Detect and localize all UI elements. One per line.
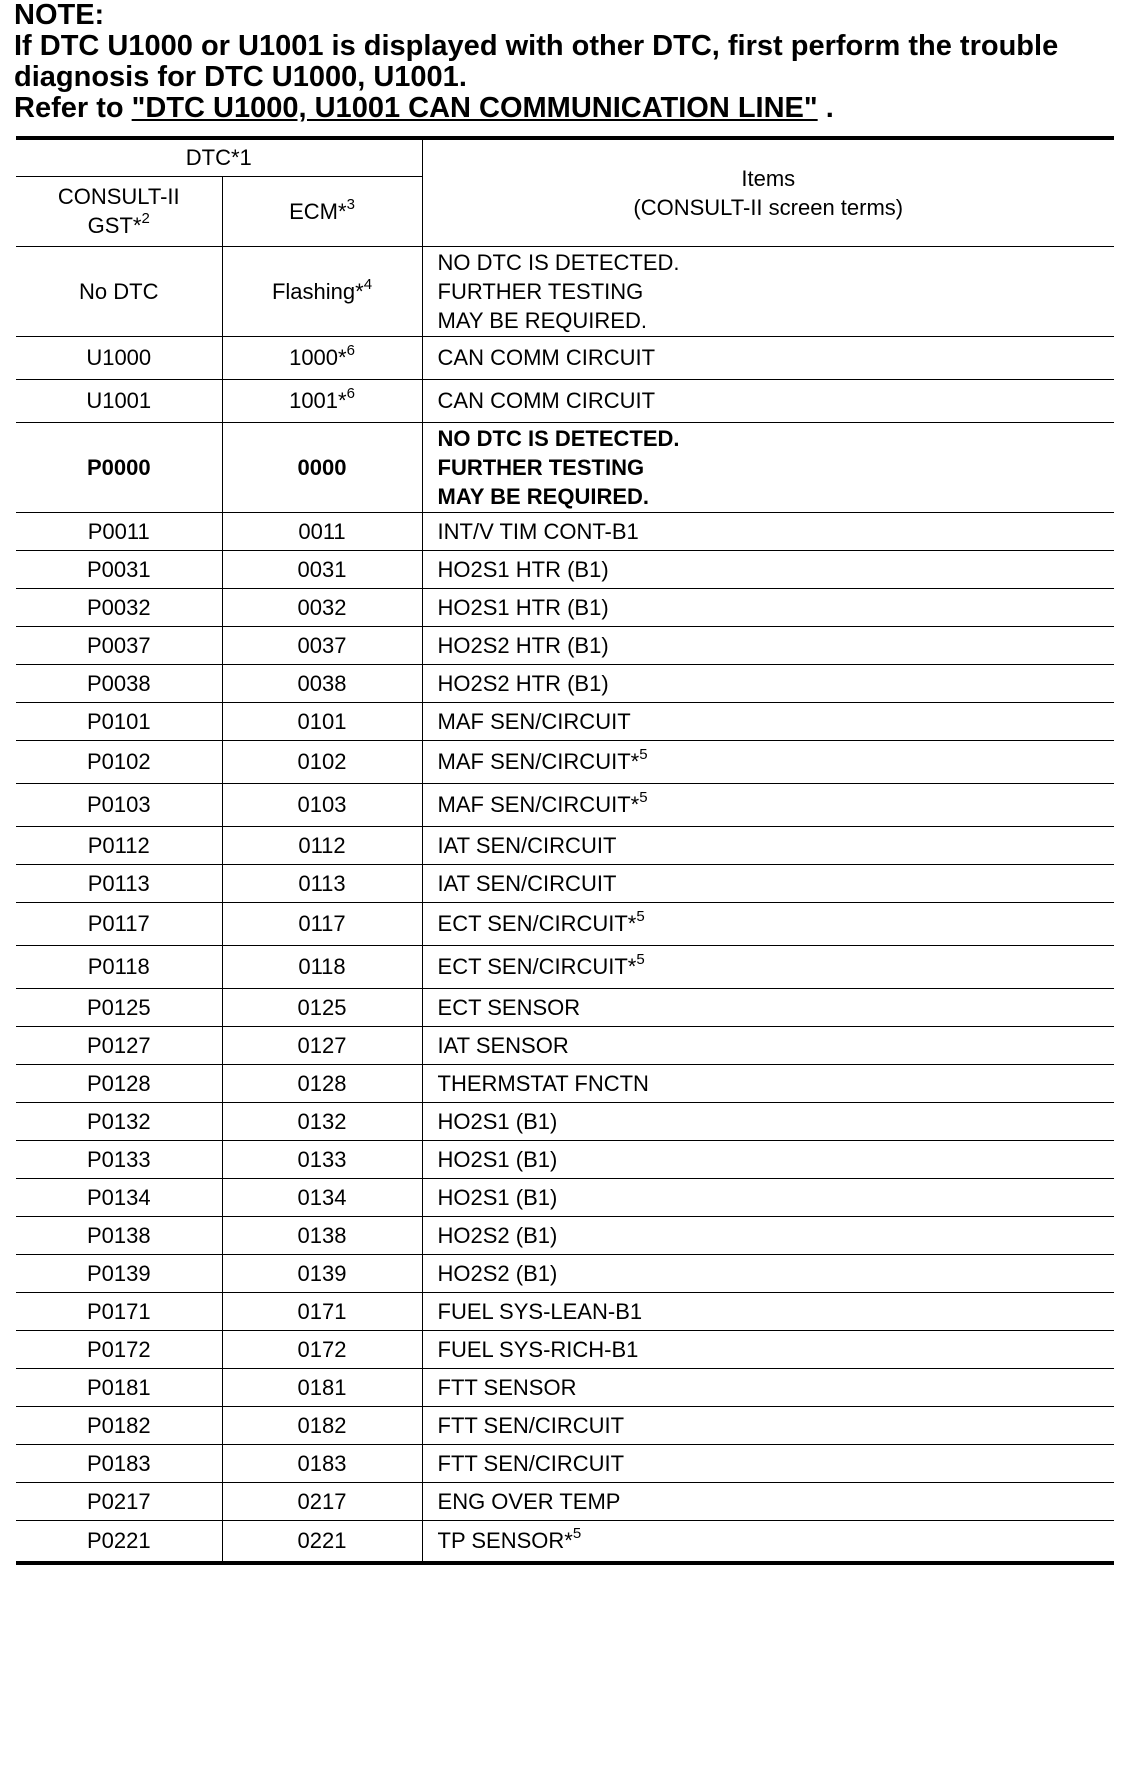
ecm-code-text: 0128 xyxy=(297,1070,347,1096)
item-text: MAF SEN/CIRCUIT* xyxy=(437,749,640,774)
ecm-code-text: 0134 xyxy=(297,1184,347,1210)
items-header-line1: Items xyxy=(741,165,796,191)
ecm-code-text: 0118 xyxy=(298,954,346,979)
item-text: FTT SEN/CIRCUIT xyxy=(437,1450,625,1476)
item-screen-term xyxy=(422,626,1114,664)
consult-gst-header xyxy=(16,176,222,246)
item-screen-term xyxy=(422,702,1114,740)
item-line xyxy=(438,1145,1115,1174)
item-text: IAT SENSOR xyxy=(437,1032,569,1058)
item-line xyxy=(438,952,1115,981)
item-screen-term xyxy=(422,1368,1114,1406)
ecm-code xyxy=(222,1140,422,1178)
table-row xyxy=(16,1026,1114,1064)
ecm-code xyxy=(222,902,422,945)
ecm-header xyxy=(222,176,422,246)
item-screen-term xyxy=(422,336,1114,379)
item-text: HO2S2 (B1) xyxy=(437,1222,558,1248)
ecm-code-text: 0032 xyxy=(297,594,347,620)
ecm-code xyxy=(222,626,422,664)
item-line xyxy=(438,1411,1115,1440)
item-text: FURTHER TESTING xyxy=(437,278,644,304)
ecm-footnote-marker: 6 xyxy=(346,342,355,359)
item-line xyxy=(438,277,1115,306)
dtc-header: DTC*1 xyxy=(16,138,422,176)
table-row xyxy=(16,1482,1114,1520)
ecm-code-text: 0011 xyxy=(298,518,346,544)
refer-prefix: Refer to xyxy=(14,92,132,124)
ecm-code xyxy=(222,550,422,588)
item-text: ENG OVER TEMP xyxy=(437,1488,621,1514)
consult-gst-code: P0117 xyxy=(16,902,222,945)
table-row xyxy=(16,664,1114,702)
can-communication-line-link[interactable]: "DTC U1000, U1001 CAN COMMUNICATION LINE" xyxy=(131,92,818,124)
item-line xyxy=(438,1297,1115,1326)
consult-gst-code: P0128 xyxy=(16,1064,222,1102)
gst-header-footnote: 2 xyxy=(141,210,150,227)
item-text: HO2S1 HTR (B1) xyxy=(437,556,609,582)
item-line xyxy=(438,993,1115,1022)
ecm-footnote-marker: 6 xyxy=(346,385,355,402)
consult-header-line1: CONSULT-II xyxy=(57,184,180,209)
item-screen-term xyxy=(422,664,1114,702)
consult-gst-code: P0134 xyxy=(16,1178,222,1216)
item-footnote-marker: 5 xyxy=(639,746,648,763)
item-screen-term xyxy=(422,1406,1114,1444)
item-screen-term xyxy=(422,1292,1114,1330)
item-screen-term xyxy=(422,1026,1114,1064)
ecm-code-text: 0171 xyxy=(297,1298,347,1324)
ecm-code xyxy=(222,988,422,1026)
item-line xyxy=(438,1526,1115,1555)
item-screen-term xyxy=(422,512,1114,550)
consult-gst-code: P0183 xyxy=(16,1444,222,1482)
ecm-code xyxy=(222,1368,422,1406)
consult-gst-code: P0103 xyxy=(16,783,222,826)
item-text: IAT SEN/CIRCUIT xyxy=(437,832,617,858)
ecm-code xyxy=(222,512,422,550)
item-line xyxy=(438,1069,1115,1098)
ecm-code-text: 0183 xyxy=(297,1450,347,1476)
note-heading: NOTE: xyxy=(14,0,105,31)
item-line xyxy=(438,1449,1115,1478)
ecm-code xyxy=(222,664,422,702)
table-row xyxy=(16,1292,1114,1330)
item-text: MAF SEN/CIRCUIT* xyxy=(437,792,640,817)
item-line xyxy=(438,869,1115,898)
ecm-code-text: 0117 xyxy=(298,911,346,936)
ecm-code-text: 0221 xyxy=(297,1528,347,1554)
ecm-code-text: Flashing* xyxy=(271,278,364,304)
ecm-code xyxy=(222,246,422,336)
consult-gst-code: P0132 xyxy=(16,1102,222,1140)
consult-gst-code: P0133 xyxy=(16,1140,222,1178)
ecm-code xyxy=(222,336,422,379)
item-line xyxy=(438,555,1115,584)
item-screen-term xyxy=(422,1444,1114,1482)
consult-gst-code: U1000 xyxy=(16,336,222,379)
consult-gst-code: P0102 xyxy=(16,740,222,783)
ecm-code-text: 0101 xyxy=(297,708,347,734)
item-text: HO2S2 (B1) xyxy=(437,1260,558,1286)
ecm-code xyxy=(222,826,422,864)
item-text: INT/V TIM CONT-B1 xyxy=(437,518,639,544)
item-text: IAT SEN/CIRCUIT xyxy=(437,870,617,896)
item-screen-term xyxy=(422,1482,1114,1520)
ecm-code xyxy=(222,422,422,512)
item-text: FTT SENSOR xyxy=(437,1374,577,1400)
item-line xyxy=(438,707,1115,736)
gst-header-text: GST* xyxy=(87,213,142,238)
ecm-code xyxy=(222,702,422,740)
ecm-code-text: 0112 xyxy=(298,832,346,858)
item-text: HO2S2 HTR (B1) xyxy=(437,670,609,696)
item-screen-term xyxy=(422,1254,1114,1292)
item-text: FTT SEN/CIRCUIT xyxy=(437,1412,625,1438)
consult-gst-code: P0101 xyxy=(16,702,222,740)
table-row xyxy=(16,783,1114,826)
item-screen-term xyxy=(422,1520,1114,1563)
item-screen-term xyxy=(422,740,1114,783)
consult-gst-code: P0217 xyxy=(16,1482,222,1520)
table-row xyxy=(16,379,1114,422)
table-row xyxy=(16,1330,1114,1368)
ecm-code xyxy=(222,1102,422,1140)
ecm-code-text: 0181 xyxy=(297,1374,347,1400)
consult-gst-code: No DTC xyxy=(16,246,222,336)
table-row xyxy=(16,626,1114,664)
item-text: FUEL SYS-RICH-B1 xyxy=(437,1336,639,1362)
item-line xyxy=(438,482,1115,511)
item-line xyxy=(438,790,1115,819)
items-header xyxy=(422,138,1114,246)
table-row xyxy=(16,1254,1114,1292)
ecm-code-text: 0000 xyxy=(297,454,347,480)
ecm-code-text: 1001* xyxy=(289,388,347,413)
item-text: CAN COMM CIRCUIT xyxy=(437,388,656,413)
ecm-code xyxy=(222,945,422,988)
table-row xyxy=(16,1102,1114,1140)
item-text: HO2S1 (B1) xyxy=(437,1146,558,1172)
note-text: If DTC U1000 or U1001 is displayed with other DTC, first perform the trouble diagnosis for DTC U1000, U1001. xyxy=(14,30,1059,93)
item-line xyxy=(438,1335,1115,1364)
item-text: THERMSTAT FNCTN xyxy=(437,1070,649,1096)
item-line xyxy=(438,343,1115,372)
item-line xyxy=(438,386,1115,415)
ecm-code-text: 0182 xyxy=(297,1412,347,1438)
consult-gst-code: P0181 xyxy=(16,1368,222,1406)
consult-gst-code: P0172 xyxy=(16,1330,222,1368)
item-screen-term xyxy=(422,246,1114,336)
item-text: TP SENSOR* xyxy=(437,1528,573,1554)
table-row xyxy=(16,336,1114,379)
table-row xyxy=(16,1444,1114,1482)
ecm-code xyxy=(222,1178,422,1216)
item-screen-term xyxy=(422,588,1114,626)
item-screen-term xyxy=(422,1102,1114,1140)
ecm-footnote-marker: 4 xyxy=(363,275,373,293)
ecm-code-text: 0133 xyxy=(297,1146,347,1172)
item-text: FUEL SYS-LEAN-B1 xyxy=(437,1298,643,1324)
consult-gst-code: P0127 xyxy=(16,1026,222,1064)
item-line xyxy=(438,248,1115,277)
ecm-code-text: 0139 xyxy=(297,1260,347,1286)
item-line xyxy=(438,306,1115,335)
item-line xyxy=(438,1373,1115,1402)
dtc-table xyxy=(16,136,1114,1565)
consult-gst-code: U1001 xyxy=(16,379,222,422)
ecm-code-text: 0132 xyxy=(297,1108,347,1134)
item-screen-term xyxy=(422,945,1114,988)
table-row xyxy=(16,246,1114,336)
item-screen-term xyxy=(422,550,1114,588)
ecm-code-text: 0103 xyxy=(297,792,347,817)
consult-gst-code: P0000 xyxy=(16,422,222,512)
item-line xyxy=(438,1259,1115,1288)
item-text: ECT SEN/CIRCUIT* xyxy=(437,911,637,936)
item-screen-term xyxy=(422,422,1114,512)
item-text: CAN COMM CIRCUIT xyxy=(437,345,656,370)
consult-gst-code: P0011 xyxy=(16,512,222,550)
consult-gst-code: P0118 xyxy=(16,945,222,988)
table-row xyxy=(16,422,1114,512)
item-line xyxy=(438,453,1115,482)
ecm-code xyxy=(222,588,422,626)
table-row xyxy=(16,1064,1114,1102)
table-row xyxy=(16,512,1114,550)
ecm-code-text: 0127 xyxy=(297,1032,347,1058)
note-block xyxy=(14,0,1124,124)
note-reference xyxy=(14,93,1124,124)
ecm-code xyxy=(222,1292,422,1330)
item-screen-term xyxy=(422,988,1114,1026)
table-row xyxy=(16,702,1114,740)
consult-gst-code: P0112 xyxy=(16,826,222,864)
table-row xyxy=(16,1368,1114,1406)
ecm-code xyxy=(222,864,422,902)
ecm-code-text: 0125 xyxy=(297,994,347,1020)
item-line xyxy=(438,747,1115,776)
item-line xyxy=(438,1031,1115,1060)
table-row xyxy=(16,550,1114,588)
ecm-code xyxy=(222,1064,422,1102)
item-line xyxy=(438,831,1115,860)
item-text: MAF SEN/CIRCUIT xyxy=(437,708,631,734)
ecm-code-text: 0037 xyxy=(297,632,347,658)
item-screen-term xyxy=(422,826,1114,864)
item-line xyxy=(438,1487,1115,1516)
ecm-code xyxy=(222,1216,422,1254)
ecm-code-text: 0172 xyxy=(297,1336,347,1362)
ecm-code xyxy=(222,1254,422,1292)
items-header-line2: (CONSULT-II screen terms) xyxy=(633,194,904,220)
table-row xyxy=(16,1178,1114,1216)
item-text: HO2S1 (B1) xyxy=(437,1184,558,1210)
item-footnote-marker: 5 xyxy=(572,1525,582,1543)
consult-gst-code: P0037 xyxy=(16,626,222,664)
table-row xyxy=(16,1406,1114,1444)
refer-suffix: . xyxy=(817,92,834,124)
item-text: MAY BE REQUIRED. xyxy=(437,483,650,509)
item-screen-term xyxy=(422,1140,1114,1178)
item-screen-term xyxy=(422,864,1114,902)
item-screen-term xyxy=(422,379,1114,422)
consult-gst-code: P0038 xyxy=(16,664,222,702)
item-screen-term xyxy=(422,1216,1114,1254)
ecm-code xyxy=(222,1444,422,1482)
item-text: MAY BE REQUIRED. xyxy=(437,307,647,333)
item-text: ECT SENSOR xyxy=(437,994,581,1020)
item-text: ECT SEN/CIRCUIT* xyxy=(437,954,637,979)
item-line xyxy=(438,517,1115,546)
item-footnote-marker: 5 xyxy=(639,789,648,806)
ecm-code xyxy=(222,1330,422,1368)
item-line xyxy=(438,631,1115,660)
item-text: NO DTC IS DETECTED. xyxy=(437,425,680,451)
ecm-code-text: 0102 xyxy=(297,749,347,774)
consult-gst-code: P0032 xyxy=(16,588,222,626)
item-text: HO2S1 (B1) xyxy=(437,1108,558,1134)
consult-gst-code: P0171 xyxy=(16,1292,222,1330)
item-text: HO2S1 HTR (B1) xyxy=(437,594,609,620)
item-line xyxy=(438,424,1115,453)
item-screen-term xyxy=(422,1330,1114,1368)
table-row xyxy=(16,1520,1114,1563)
item-text: NO DTC IS DETECTED. xyxy=(437,249,680,275)
ecm-code-text: 0038 xyxy=(297,670,347,696)
table-row xyxy=(16,826,1114,864)
ecm-header-footnote: 3 xyxy=(346,195,355,213)
consult-gst-code: P0031 xyxy=(16,550,222,588)
ecm-code xyxy=(222,740,422,783)
item-screen-term xyxy=(422,1064,1114,1102)
table-row xyxy=(16,740,1114,783)
consult-gst-code: P0125 xyxy=(16,988,222,1026)
consult-gst-code: P0113 xyxy=(16,864,222,902)
item-screen-term xyxy=(422,783,1114,826)
ecm-code-text: 1000* xyxy=(289,345,347,370)
item-screen-term xyxy=(422,902,1114,945)
ecm-code xyxy=(222,1482,422,1520)
item-line xyxy=(438,909,1115,938)
ecm-code xyxy=(222,783,422,826)
consult-gst-code: P0182 xyxy=(16,1406,222,1444)
table-row xyxy=(16,1216,1114,1254)
item-line xyxy=(438,1107,1115,1136)
ecm-code-text: 0217 xyxy=(297,1488,347,1514)
dtc-table-body xyxy=(16,246,1114,1563)
item-line xyxy=(438,1183,1115,1212)
table-row xyxy=(16,588,1114,626)
ecm-header-text: ECM* xyxy=(289,198,347,224)
consult-gst-code: P0139 xyxy=(16,1254,222,1292)
item-text: FURTHER TESTING xyxy=(437,454,645,480)
consult-gst-code: P0221 xyxy=(16,1520,222,1563)
ecm-code xyxy=(222,1026,422,1064)
ecm-code xyxy=(222,379,422,422)
item-line xyxy=(438,593,1115,622)
item-line xyxy=(438,1221,1115,1250)
ecm-code xyxy=(222,1520,422,1563)
ecm-code-text: 0138 xyxy=(297,1222,347,1248)
table-row xyxy=(16,945,1114,988)
item-line xyxy=(438,669,1115,698)
table-row xyxy=(16,902,1114,945)
ecm-code-text: 0113 xyxy=(298,870,346,896)
ecm-code xyxy=(222,1406,422,1444)
table-row xyxy=(16,988,1114,1026)
item-text: HO2S2 HTR (B1) xyxy=(437,632,609,658)
table-row xyxy=(16,864,1114,902)
item-footnote-marker: 5 xyxy=(636,951,645,968)
item-footnote-marker: 5 xyxy=(636,908,645,925)
ecm-code-text: 0031 xyxy=(297,556,347,582)
item-screen-term xyxy=(422,1178,1114,1216)
consult-gst-code: P0138 xyxy=(16,1216,222,1254)
table-row xyxy=(16,1140,1114,1178)
